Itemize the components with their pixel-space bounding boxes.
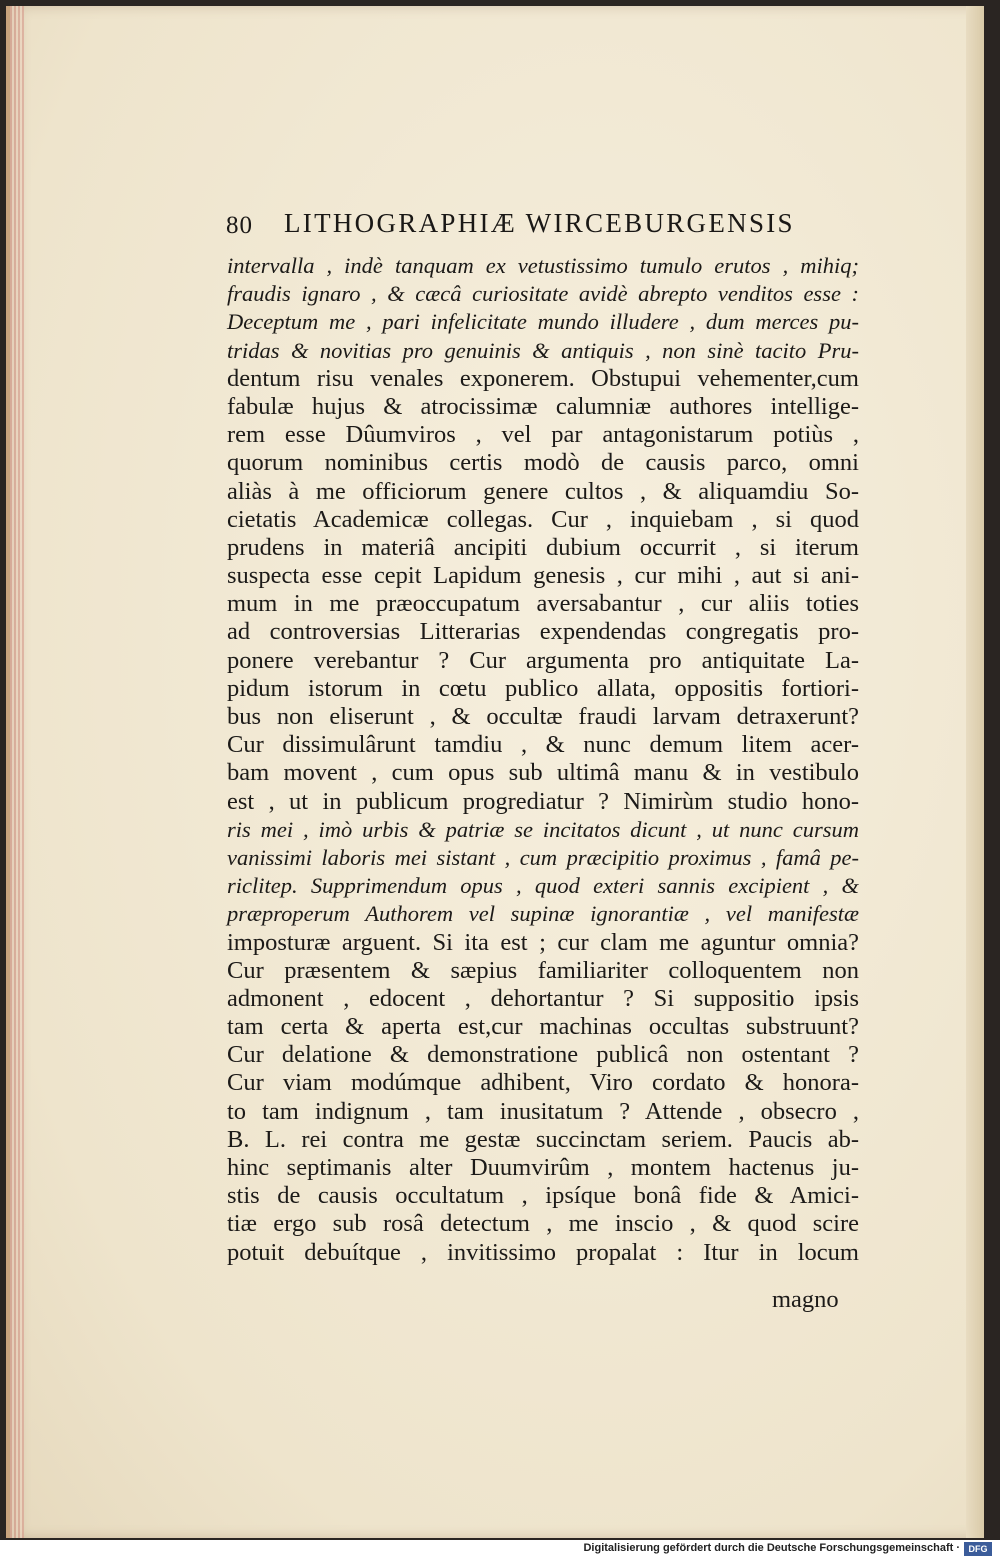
- text-line: dentum risu venales exponerem. Obstupui vehementer,cum: [227, 364, 859, 392]
- page-edge-right: [966, 6, 984, 1538]
- text-line: to tam indignum , tam inusitatum ? Attende , obsecro ,: [227, 1097, 859, 1125]
- text-line: pidum istorum in cœtu publico allata, oppositis fortiori-: [227, 674, 859, 702]
- text-line: ad controversias Litterarias expendendas congregatis pro-: [227, 618, 859, 646]
- text-line: Cur dissimulârunt tamdiu , & nunc demum litem acer-: [227, 731, 859, 759]
- text-line: prudens in materiâ ancipiti dubium occurrit , si iterum: [227, 533, 859, 561]
- page-edge-left: [10, 6, 24, 1538]
- text-line: riclitер. Supprimendum opus , quod exteri sannis excipient , &: [227, 873, 859, 899]
- text-line: cietatis Academicæ collegas. Cur , inquiebam , si quod: [227, 505, 859, 533]
- text-line: Cur præsentem & sæpius familiariter colloquentem non: [227, 956, 859, 984]
- text-line: præproperum Authorem vel supinæ ignorantiæ , vel manifestæ: [227, 901, 859, 927]
- running-title: LITHOGRAPHIÆ WIRCEBURGENSIS: [284, 208, 795, 238]
- text-line: vanissimi laboris mei sistant , cum præcipitio proximus , famâ pe-: [227, 844, 859, 870]
- text-line: tam certa & aperta est,cur machinas occultas substruunt?: [227, 1013, 859, 1041]
- dfg-logo-icon: DFG: [964, 1542, 992, 1556]
- body-text: [227, 252, 859, 1267]
- text-line: aliàs à me officiorum genere cultos , & aliquamdiu So-: [227, 477, 859, 505]
- text-line: imposturæ arguent. Si ita est ; cur clam me aguntur omnia?: [227, 928, 859, 956]
- text-line: mum in me præoccupatum aversabantur , cur aliis toties: [227, 590, 859, 618]
- text-line: est , ut in publicum progrediatur ? Nimirùm studio hono-: [227, 787, 859, 815]
- text-line: Cur viam modúmque adhibent, Viro cordato & honora-: [227, 1069, 859, 1097]
- text-line: stis de causis occultatum , ipsíque bonâ fide & Amici-: [227, 1182, 859, 1210]
- text-line: rem esse Dûumviros , vel par antagonistarum potiùs ,: [227, 421, 859, 449]
- text-line: fabulæ hujus & atrocissimæ calumniæ authores intellige-: [227, 392, 859, 420]
- text-line: Deceptum me , pari infelicitate mundo illudere , dum merces pu-: [227, 309, 859, 335]
- funding-credit: Digitalisierung gefördert durch die Deutsche Forschungsgemeinschaft ·: [583, 1542, 960, 1554]
- text-line: potuit debuítque , invitissimo propalat : Itur in locum: [227, 1238, 859, 1266]
- text-line: ponere verebantur ? Cur argumenta pro antiquitate La-: [227, 646, 859, 674]
- text-line: bus non eliserunt , & occultæ fraudi larvam detraxerunt?: [227, 703, 859, 730]
- text-line: admonent , edocent , dehortantur ? Si suppositio ipsis: [227, 984, 859, 1012]
- text-line: suspecta esse cepit Lapidum genesis , cur mihi , aut si ani-: [227, 562, 859, 590]
- text-line: ris mei , imò urbis & patriæ se incitatos dicunt , ut nunc cursum: [227, 816, 859, 842]
- text-line: quorum nominibus certis modò de causis parco, omni: [227, 449, 859, 477]
- text-line: bam movent , cum opus sub ultimâ manu & in vestibulo: [227, 759, 859, 787]
- page-number: 80: [226, 212, 253, 239]
- text-line: intervalla , indè tanquam ex vetustissimo tumulo erutos , mihiq;: [227, 253, 859, 278]
- text-line: fraudis ignaro , & cæcâ curiositate avidè abrepto venditos esse :: [227, 281, 859, 307]
- catchword: magno: [772, 1286, 839, 1313]
- footer-bar: [0, 1540, 1000, 1559]
- text-line: tiæ ergo sub rosâ detectum , me inscio , & quod scire: [227, 1210, 859, 1238]
- text-line: tridas & novitias pro genuinis & antiquis , non sinè tacito Pru-: [227, 337, 859, 363]
- page-header: [226, 208, 860, 244]
- text-line: Cur delatione & demonstratione publicâ non ostentant ?: [227, 1041, 859, 1069]
- text-line: hinc septimanis alter Duumvirûm , montem hactenus ju-: [227, 1154, 859, 1181]
- text-line: B. L. rei contra me gestæ succinctam seriem. Paucis ab-: [227, 1125, 859, 1153]
